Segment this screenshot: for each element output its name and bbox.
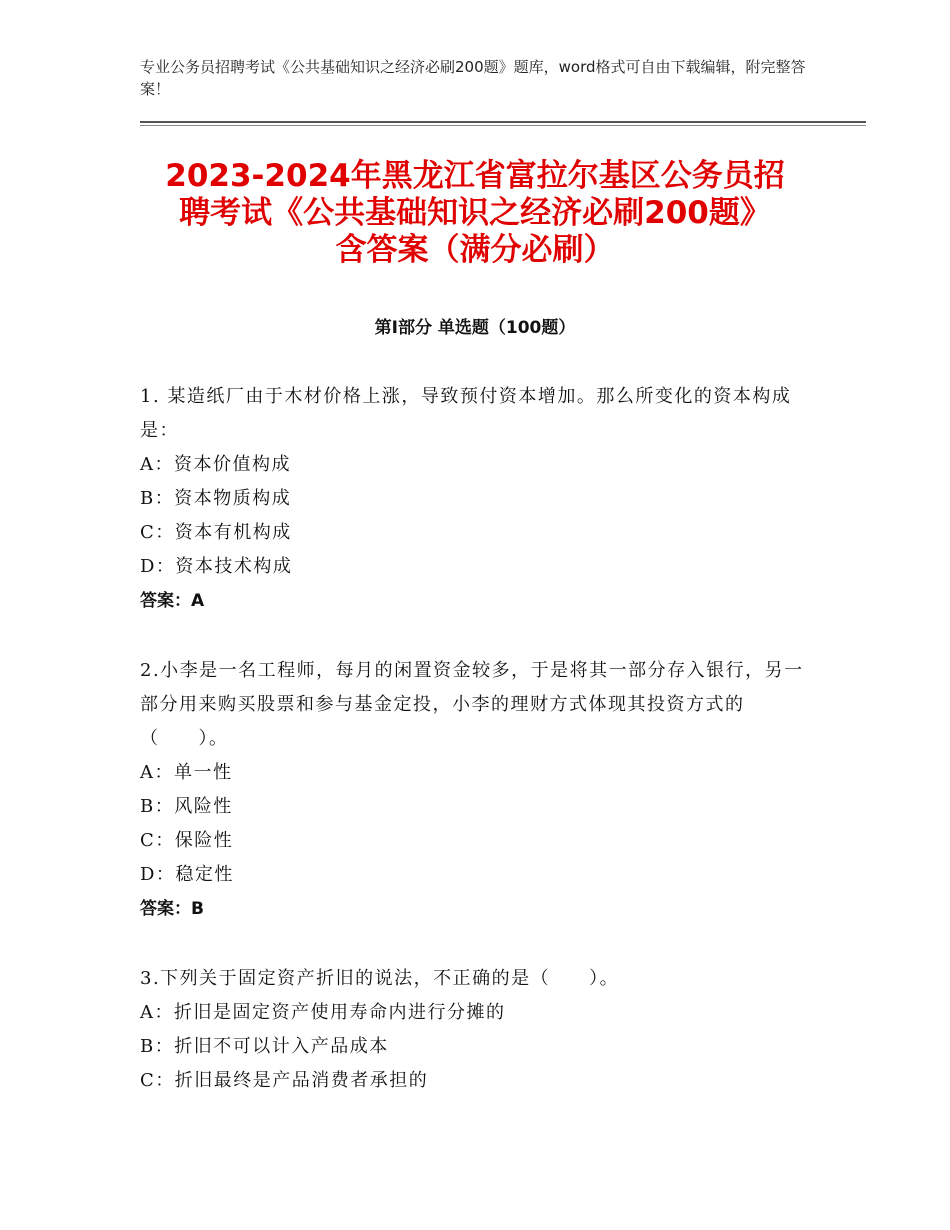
question-stem: 3.下列关于固定资产折旧的说法，不正确的是（ ）。	[140, 968, 620, 989]
question-list	[140, 380, 810, 1134]
question-1	[140, 380, 810, 618]
question-stem: 2.小李是一名工程师，每月的闲置资金较多，于是将其一部分存入银行，另一部分用来购买股票和参与基金定投，小李的理财方式体现其投资方式的（ ）。	[140, 660, 804, 749]
title-line-2: 聘考试《公共基础知识之经济必刷200题》	[179, 195, 771, 231]
option-a: A：折旧是固定资产使用寿命内进行分摊的	[140, 1002, 506, 1023]
option-b: B：折旧不可以计入产品成本	[140, 1036, 389, 1057]
answer: 答案：A	[140, 591, 205, 611]
option-c: C：折旧最终是产品消费者承担的	[140, 1070, 429, 1091]
question-3	[140, 962, 810, 1098]
document-title	[100, 158, 850, 269]
question-2	[140, 654, 810, 926]
option-d: D：资本技术构成	[140, 556, 293, 577]
option-b: B：风险性	[140, 796, 233, 817]
option-a: A：单一性	[140, 762, 233, 783]
option-c: C：资本有机构成	[140, 522, 292, 543]
header-note: 专业公务员招聘考试《公共基础知识之经济必刷200题》题库，word格式可自由下载编辑，附完整答案！	[140, 58, 806, 98]
title-line-1: 2023-2024年黑龙江省富拉尔基区公务员招	[165, 158, 785, 194]
option-d: D：稳定性	[140, 864, 234, 885]
header-divider-thin	[140, 125, 866, 126]
option-c: C：保险性	[140, 830, 234, 851]
option-b: B：资本物质构成	[140, 488, 292, 509]
option-a: A：资本价值构成	[140, 454, 291, 475]
header-divider-thick	[140, 121, 866, 123]
section-title: 第I部分 单选题（100题）	[374, 318, 576, 338]
question-stem: 1. 某造纸厂由于木材价格上涨，导致预付资本增加。那么所变化的资本构成是：	[140, 386, 792, 441]
title-line-3: 含答案（满分必刷）	[335, 232, 615, 268]
answer: 答案：B	[140, 899, 204, 919]
